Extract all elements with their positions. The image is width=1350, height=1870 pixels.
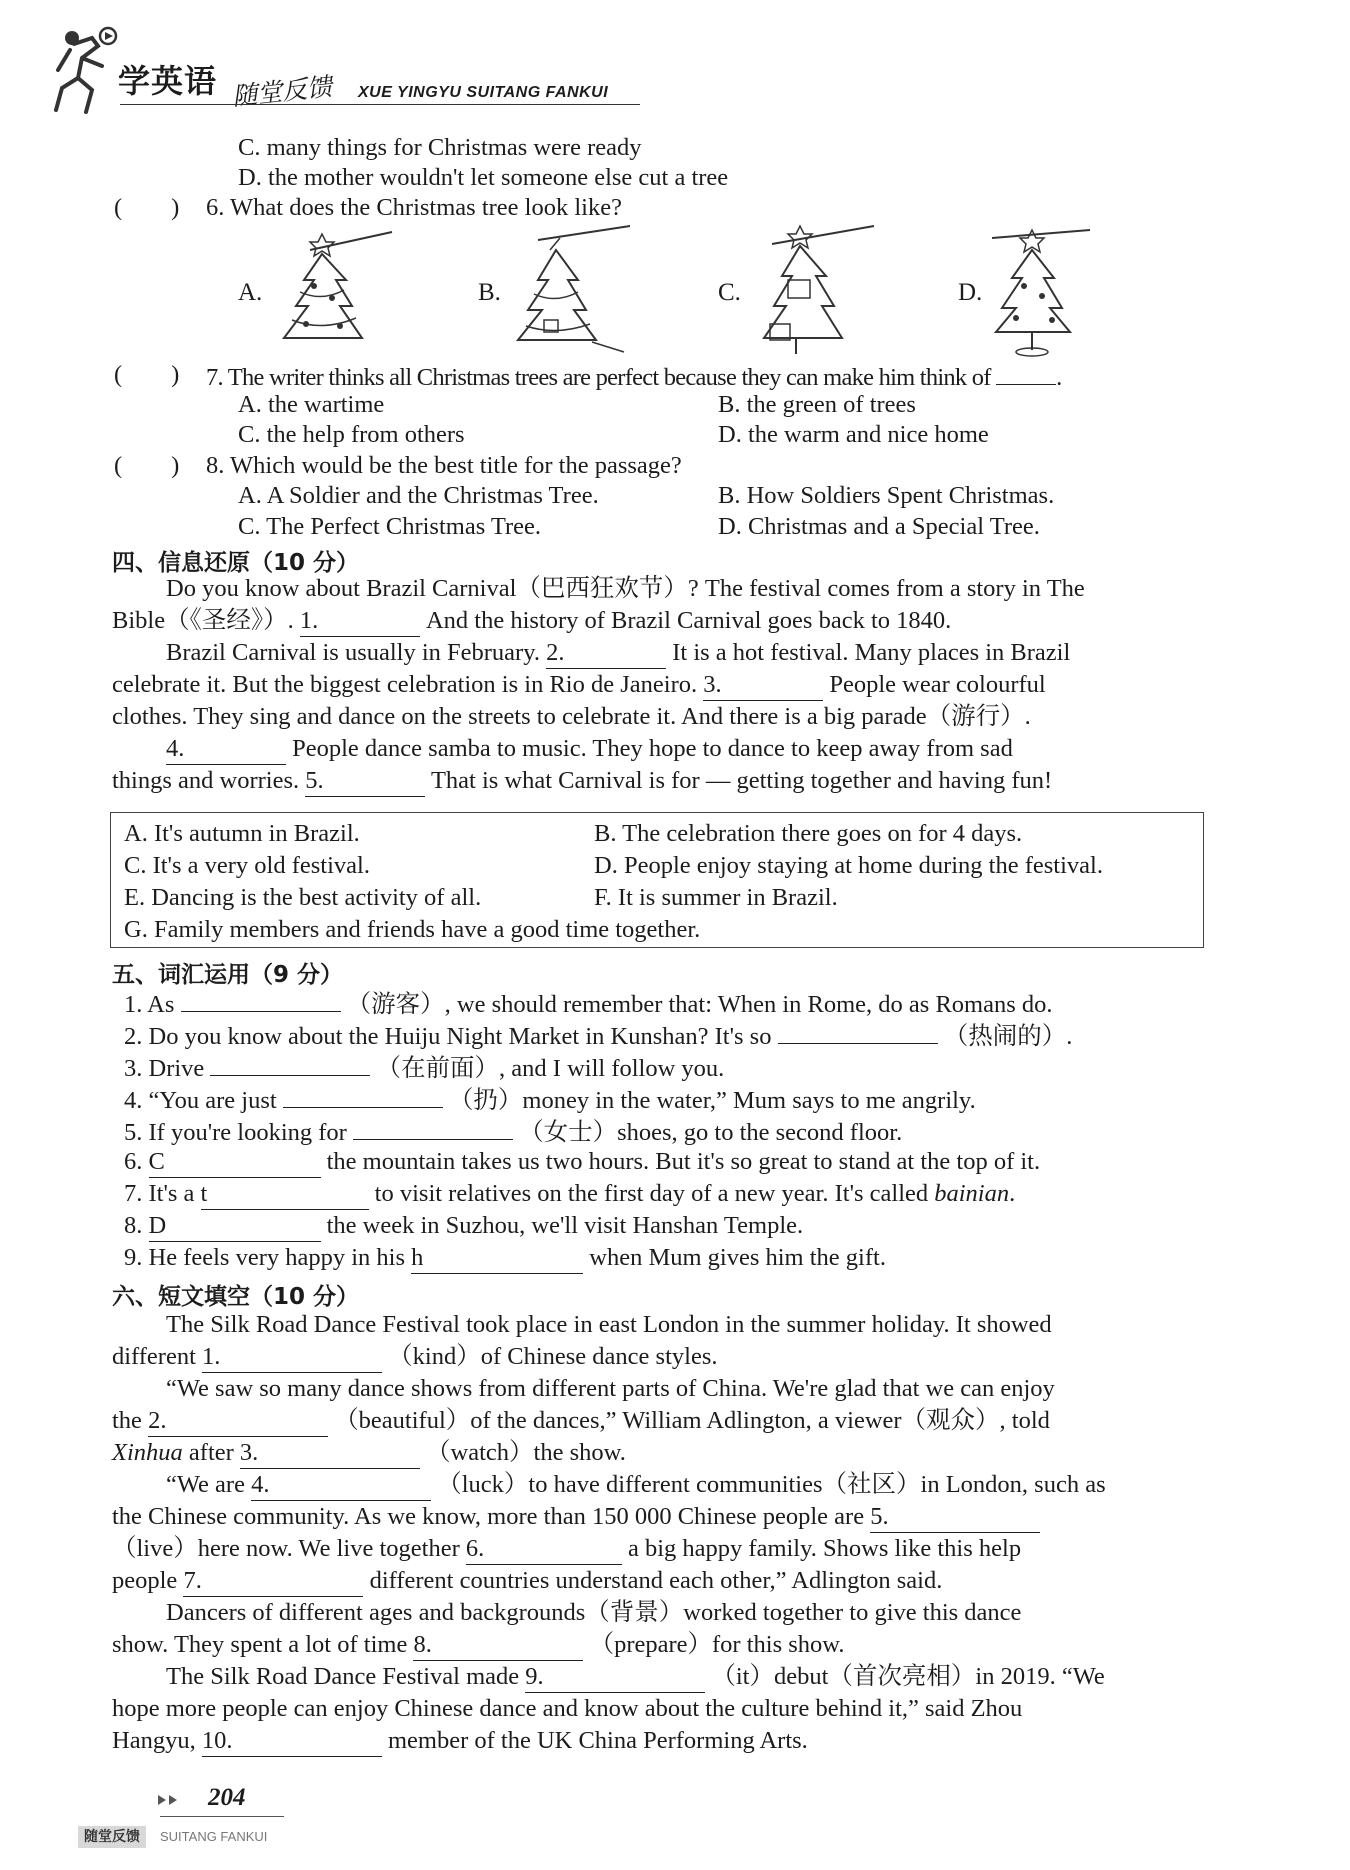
passage-text: （luck）to have different communities（社区）in London, such as [437, 1471, 1106, 1498]
blank-number: 8. [413, 1631, 432, 1658]
q7-answer-blank[interactable] [996, 360, 1056, 385]
vocab-text: 7. It's a [124, 1180, 195, 1207]
passage-line-14 [112, 1726, 808, 1757]
passage-line-5 [112, 1438, 626, 1469]
blank-number: 2. [546, 639, 565, 666]
passage-line-1: The Silk Road Dance Festival took place in east London in the summer holiday. It showed [166, 1311, 1052, 1338]
section4-p2-text: People wear colourful [829, 671, 1046, 698]
blank-number: 6. [465, 1535, 485, 1562]
vocab-text: 3. Drive [124, 1055, 205, 1082]
vocab-text: （扔）money in the water,” Mum says to me angrily. [448, 1087, 976, 1114]
passage-line-8 [112, 1534, 1021, 1565]
passage-italic-word: Xinhua [112, 1439, 183, 1466]
blank-number: 5. [870, 1503, 889, 1530]
blank-number: 3. [239, 1439, 259, 1466]
section4-p2-line1 [166, 638, 1070, 669]
footer-tag-cn: 随堂反馈 [78, 1826, 146, 1848]
passage-line-4 [112, 1406, 1050, 1437]
choice-b: B. The celebration there goes on for 4 days. [594, 820, 1023, 847]
vocab-text: 9. He feels very happy in his [124, 1244, 405, 1271]
passage-blank-5[interactable] [870, 1502, 1040, 1533]
q6-answer-paren[interactable]: ( ) [114, 194, 180, 221]
section4-blank-2[interactable] [546, 638, 666, 669]
christmas-tree-icon [270, 228, 400, 348]
section4-p3-text: things and worries. [112, 767, 300, 794]
vocab-item-6 [124, 1147, 1040, 1178]
q7-stem [206, 360, 1061, 393]
first-letter: h [411, 1244, 424, 1271]
passage-text: Hangyu, [112, 1727, 196, 1754]
vocab-blank-6[interactable] [149, 1147, 321, 1178]
vocab-text: 1. As [124, 991, 175, 1018]
passage-text: different countries understand each other,” Adlington said. [369, 1567, 943, 1594]
blank-number: 2. [148, 1407, 167, 1434]
section4-blank-5[interactable] [305, 766, 425, 797]
vocab-blank-4[interactable] [283, 1083, 443, 1108]
passage-text: a big happy family. Shows like this help [627, 1535, 1022, 1562]
q6-option-c-label: C. [718, 279, 741, 306]
section6-heading: 六、短文填空（10 分） [112, 1284, 360, 1310]
blank-number: 5. [305, 767, 324, 794]
q6-option-d-label: D. [958, 279, 983, 306]
section4-blank-3[interactable] [703, 670, 823, 701]
vocab-text: （女士）shoes, go to the second floor. [519, 1119, 903, 1146]
choice-a: A. It's autumn in Brazil. [124, 820, 360, 847]
section4-p3-line1 [166, 734, 1013, 765]
christmas-tree-icon [752, 220, 882, 360]
vocab-blank-9[interactable] [411, 1243, 583, 1274]
vocab-text: the week in Suzhou, we'll visit Hanshan Temple. [326, 1212, 804, 1239]
passage-blank-8[interactable] [413, 1630, 583, 1661]
choice-d: D. People enjoy staying at home during the festival. [594, 852, 1103, 879]
passage-text: the [112, 1407, 142, 1434]
vocab-item-3 [124, 1051, 724, 1084]
q7-answer-paren[interactable]: ( ) [114, 361, 180, 388]
q7-stem-text: 7. The writer thinks all Christmas trees are perfect because they can make him think of [206, 364, 991, 391]
q8-answer-paren[interactable]: ( ) [114, 452, 180, 479]
vocab-text: （热闹的）. [943, 1023, 1073, 1050]
vocab-item-5 [124, 1115, 902, 1148]
passage-blank-7[interactable] [183, 1566, 363, 1597]
blank-number: 1. [299, 607, 319, 634]
section4-p3-text: People dance samba to music. They hope to dance to keep away from sad [292, 735, 1013, 762]
passage-line-9 [112, 1566, 942, 1597]
vocab-blank-8[interactable] [149, 1211, 321, 1242]
blank-number: 10. [201, 1727, 233, 1754]
passage-text: （it）debut（首次亮相）in 2019. “We [711, 1663, 1105, 1690]
header-title-cn: 学英语 [118, 62, 218, 100]
q8-stem: 8. Which would be the best title for the passage? [206, 452, 682, 479]
blank-number: 4. [251, 1471, 270, 1498]
q8-option-c: C. The Perfect Christmas Tree. [238, 513, 542, 540]
section4-p3-text: That is what Carnival is for — getting together and having fun! [430, 767, 1053, 794]
passage-text: （kind）of Chinese dance styles. [388, 1343, 718, 1370]
vocab-item-4 [124, 1083, 976, 1116]
q6-stem: 6. What does the Christmas tree look like? [206, 194, 622, 221]
passage-text: “We are [166, 1471, 245, 1498]
section4-p2-text: It is a hot festival. Many places in Brazil [672, 639, 1071, 666]
passage-text: （prepare）for this show. [589, 1631, 845, 1658]
vocab-text: the mountain takes us two hours. But it's so great to stand at the top of it. [326, 1148, 1041, 1175]
q6-option-b-label: B. [478, 279, 501, 306]
q5-option-c: C. many things for Christmas were ready [238, 134, 642, 161]
section4-p1-line2 [112, 606, 951, 637]
passage-line-13: hope more people can enjoy Chinese dance and know about the culture behind it,” said Zhou [112, 1695, 1023, 1722]
section4-blank-4[interactable] [166, 734, 286, 765]
blank-number: 3. [703, 671, 722, 698]
choice-f: F. It is summer in Brazil. [594, 884, 838, 911]
vocab-text: 2. Do you know about the Huiju Night Market in Kunshan? It's so [124, 1023, 772, 1050]
passage-blank-3[interactable] [240, 1438, 420, 1469]
vocab-item-2 [124, 1019, 1072, 1052]
vocab-text: 8. [124, 1212, 143, 1239]
q8-option-d: D. Christmas and a Special Tree. [718, 513, 1040, 540]
vocab-text: . [1009, 1180, 1016, 1207]
blank-number: 4. [166, 735, 185, 762]
passage-text: （beautiful）of the dances,” William Adlington, a viewer（观众）, told [334, 1407, 1050, 1434]
passage-text: the Chinese community. As we know, more than 150 000 Chinese people are [112, 1503, 865, 1530]
vocab-text: 4. “You are just [124, 1087, 277, 1114]
section4-p2-line3: clothes. They sing and dance on the streets to celebrate it. And there is a big parade（游行）. [112, 703, 1031, 730]
double-arrow-icon [156, 1793, 184, 1807]
passage-line-2 [112, 1342, 717, 1373]
q8-option-b: B. How Soldiers Spent Christmas. [718, 482, 1055, 509]
passage-line-10: Dancers of different ages and backgrounds（背景）worked together to give this dance [166, 1599, 1022, 1626]
first-letter: t [200, 1180, 208, 1207]
section4-p3-line2 [112, 766, 1052, 797]
section4-p1-line1: Do you know about Brazil Carnival（巴西狂欢节）? The festival comes from a story in The [166, 575, 1085, 602]
blank-number: 9. [525, 1663, 544, 1690]
passage-text: The Silk Road Dance Festival made [166, 1663, 520, 1690]
vocab-text: when Mum gives him the gift. [589, 1244, 886, 1271]
choice-e: E. Dancing is the best activity of all. [124, 884, 482, 911]
vocab-item-7 [124, 1179, 1015, 1210]
passage-blank-4[interactable] [251, 1470, 431, 1501]
section4-p2-text: celebrate it. But the biggest celebration is in Rio de Janeiro. [112, 671, 698, 698]
passage-text: （watch）the show. [426, 1439, 626, 1466]
blank-number: 7. [183, 1567, 202, 1594]
vocab-blank-7[interactable] [201, 1179, 369, 1210]
passage-text: show. They spent a lot of time [112, 1631, 408, 1658]
passage-blank-1[interactable] [202, 1342, 382, 1373]
passage-text: member of the UK China Performing Arts. [387, 1727, 808, 1754]
passage-line-6 [166, 1470, 1106, 1501]
footer-tag-en: SUITANG FANKUI [160, 1829, 268, 1844]
passage-text: after [188, 1439, 234, 1466]
passage-blank-2[interactable] [148, 1406, 328, 1437]
passage-blank-10[interactable] [202, 1726, 382, 1757]
passage-text: people [112, 1567, 178, 1594]
section4-heading: 四、信息还原（10 分） [112, 550, 360, 576]
footer-rule [160, 1816, 284, 1817]
section4-blank-1[interactable] [300, 606, 420, 637]
passage-line-7 [112, 1502, 1040, 1533]
choice-g: G. Family members and friends have a good time together. [124, 916, 701, 943]
q7-option-c: C. the help from others [238, 421, 465, 448]
header-rule [120, 104, 640, 105]
section5-heading: 五、词汇运用（9 分） [112, 962, 344, 988]
passage-blank-6[interactable] [466, 1534, 622, 1565]
vocab-blank-3[interactable] [210, 1051, 370, 1076]
passage-line-12 [166, 1662, 1105, 1693]
section4-p2-text: Brazil Carnival is usually in February. [166, 639, 540, 666]
vocab-blank-1[interactable] [181, 987, 341, 1012]
vocab-item-9 [124, 1243, 886, 1274]
q7-option-b: B. the green of trees [718, 391, 916, 418]
first-letter: D [148, 1212, 167, 1239]
blank-number: 1. [202, 1343, 221, 1370]
vocab-italic-word: bainian [934, 1180, 1010, 1207]
vocab-text: 6. [124, 1148, 143, 1175]
vocab-blank-2[interactable] [778, 1019, 938, 1044]
section4-p2-line2 [112, 670, 1046, 701]
vocab-text: （在前面）, and I will follow you. [376, 1055, 725, 1082]
q5-option-d: D. the mother wouldn't let someone else cut a tree [238, 164, 729, 191]
q8-option-a: A. A Soldier and the Christmas Tree. [238, 482, 599, 509]
vocab-text: 5. If you're looking for [124, 1119, 347, 1146]
choice-c: C. It's a very old festival. [124, 852, 370, 879]
section4-p1-text: Bible（《圣经》）. [112, 607, 294, 634]
header-subtitle-cn: 随堂反馈 [230, 71, 334, 112]
passage-line-3: “We saw so many dance shows from different parts of China. We're glad that we can enjoy [166, 1375, 1055, 1402]
header-title-en: XUE YINGYU SUITANG FANKUI [358, 84, 609, 101]
first-letter: C [148, 1148, 165, 1175]
passage-text: （live）here now. We live together [112, 1535, 460, 1562]
vocab-item-1 [124, 987, 1053, 1020]
vocab-text: to visit relatives on the first day of a new year. It's called [374, 1180, 929, 1207]
q7-stem-end: . [1056, 364, 1062, 391]
vocab-item-8 [124, 1211, 803, 1242]
vocab-blank-5[interactable] [353, 1115, 513, 1140]
vocab-text: （游客）, we should remember that: When in Rome, do as Romans do. [346, 991, 1053, 1018]
section4-p1-text: And the history of Brazil Carnival goes back to 1840. [425, 607, 952, 634]
christmas-tree-icon [508, 224, 638, 354]
page-number: 204 [208, 1784, 246, 1811]
passage-blank-9[interactable] [525, 1662, 705, 1693]
christmas-tree-icon [990, 226, 1120, 360]
q7-option-a: A. the wartime [238, 391, 385, 418]
passage-text: different [112, 1343, 196, 1370]
q6-option-a-label: A. [238, 279, 263, 306]
passage-line-11 [112, 1630, 845, 1661]
q7-option-d: D. the warm and nice home [718, 421, 989, 448]
